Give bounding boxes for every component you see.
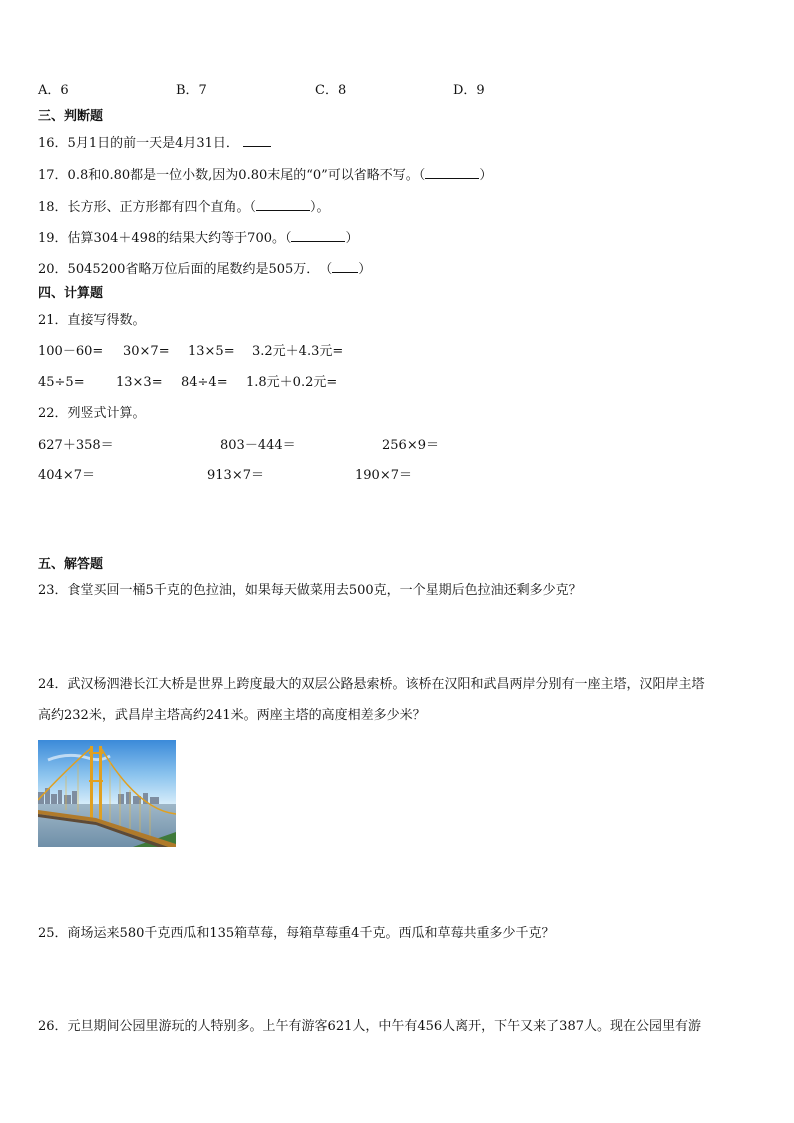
section-3-title: 三、判断题 bbox=[38, 109, 104, 124]
calc-21-6: 13×3= bbox=[116, 375, 163, 390]
question-19-close: ） bbox=[345, 231, 359, 246]
question-23: 23．食堂买回一桶5千克的色拉油，如果每天做菜用去500克，一个星期后色拉油还剩多少克？ bbox=[38, 583, 582, 598]
calc-22-6: 190×7＝ bbox=[355, 468, 412, 483]
option-d: D．9 bbox=[453, 83, 485, 98]
answer-blank-17[interactable] bbox=[425, 166, 479, 179]
question-17 bbox=[38, 166, 492, 185]
calc-21-8: 1.8元＋0.2元= bbox=[246, 375, 338, 390]
question-20 bbox=[38, 260, 371, 279]
option-a: A．6 bbox=[38, 83, 69, 98]
question-26: 26．元旦期间公园里游玩的人特别多。上午有游客621人，中午有456人离开，下午又来了387人。现在公园里有游 bbox=[38, 1019, 701, 1034]
question-21: 21．直接写得数。 bbox=[38, 313, 146, 328]
calc-22-3: 256×9＝ bbox=[382, 438, 439, 453]
question-17-close: ） bbox=[479, 168, 493, 183]
option-c: C．8 bbox=[315, 83, 347, 98]
question-20-close: ） bbox=[358, 262, 372, 277]
calc-22-5: 913×7＝ bbox=[207, 468, 264, 483]
question-20-text: 20．5045200省略万位后面的尾数约是505万． （ bbox=[38, 262, 333, 277]
calc-21-5: 45÷5= bbox=[38, 375, 85, 390]
question-22: 22．列竖式计算。 bbox=[38, 406, 146, 421]
answer-blank-18[interactable] bbox=[256, 198, 310, 211]
question-18-text: 18．长方形、正方形都有四个直角。（ bbox=[38, 200, 257, 215]
question-16 bbox=[38, 134, 271, 153]
section-4-title: 四、计算题 bbox=[38, 286, 104, 301]
calc-21-1: 100－60= bbox=[38, 344, 104, 359]
calc-22-1: 627＋358＝ bbox=[38, 438, 114, 453]
answer-blank-20[interactable] bbox=[332, 260, 358, 273]
calc-21-2: 30×7= bbox=[123, 344, 170, 359]
bridge-photo bbox=[38, 740, 176, 847]
question-24-line-1: 24．武汉杨泗港长江大桥是世界上跨度最大的双层公路悬索桥。该桥在汉阳和武昌两岸分别有一座主塔，汉阳岸主塔 bbox=[38, 677, 705, 692]
calc-22-4: 404×7＝ bbox=[38, 468, 95, 483]
calc-21-7: 84÷4= bbox=[181, 375, 228, 390]
question-17-text: 17．0.8和0.80都是一位小数,因为0.80末尾的“0”可以省略不写。（ bbox=[38, 168, 426, 183]
calc-21-3: 13×5= bbox=[188, 344, 235, 359]
answer-blank-19[interactable] bbox=[291, 229, 345, 242]
question-24-line-2: 高约232米，武昌岸主塔高约241米。两座主塔的高度相差多少米？ bbox=[38, 708, 426, 723]
question-19 bbox=[38, 229, 359, 248]
question-18 bbox=[38, 198, 330, 217]
option-b: B．7 bbox=[176, 83, 207, 98]
calc-21-4: 3.2元＋4.3元= bbox=[252, 344, 344, 359]
question-18-close: ）。 bbox=[310, 200, 330, 215]
question-19-text: 19．估算304＋498的结果大约等于700。（ bbox=[38, 231, 292, 246]
section-5-title: 五、解答题 bbox=[38, 557, 104, 572]
answer-blank-16[interactable] bbox=[243, 134, 271, 147]
question-25: 25．商场运来580千克西瓜和135箱草莓，每箱草莓重4千克。西瓜和草莓共重多少千克？ bbox=[38, 926, 555, 941]
question-16-text: 16．5月1日的前一天是4月31日． bbox=[38, 136, 239, 151]
calc-22-2: 803－444＝ bbox=[220, 438, 296, 453]
